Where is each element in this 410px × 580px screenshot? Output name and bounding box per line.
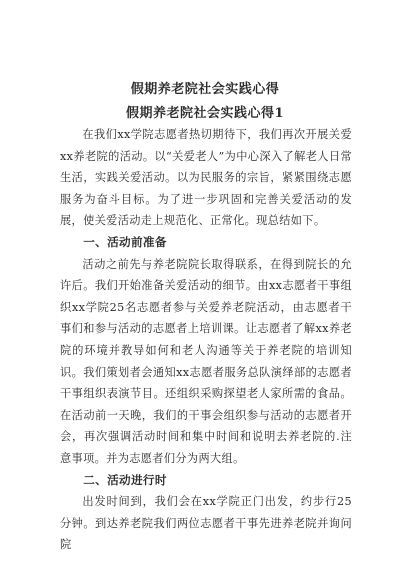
section-heading-preparation: 一、活动前准备 — [83, 234, 167, 249]
paragraph-intro: 在我们xx学院志愿者热切期待下，我们再次开展关爱xx养老院的活动。以“关爱老人”为中心深入了解老人日常生活，实践关爱活动。以为民服务的宗旨，紧紧围绕志愿服务为奋斗目标。为了进一步巩固和完善关爱活动的发展，使关爱活动走上规范化、正常化。现总结如下。 — [60, 128, 352, 228]
document-title: 假期养老院社会实践心得 — [130, 82, 280, 97]
paragraph-in-progress: 出发时间到，我们会在xx学院正门出发，约步行25分钟。到达养老院我们两位志愿者干事先进养老院并询问院 — [60, 495, 352, 552]
paragraph-preparation: 活动之前先与养老院院长取得联系，在得到院长的允许后。我们开始准备关爱活动的细节。由xx志愿者干事组织xx学院25名志愿者参与关爱养老院活动，由志愿者干事们和参与活动的志愿者上培训课。让志愿者了解xx养老院的环境并教导如何和老人沟通等关于养老院的培训知识。我们策划者会通知xx志愿者服务总队演绎部的志愿者干事组织表演节目。还组织采购探望老人家所需的食品。在活动前一天晚，我们的干事会组织参与活动的志愿者开会，再次强调活动时间和集中时间和说明去养老院的.注意事项。并为志愿者们分为两大组。 — [60, 257, 352, 465]
section-heading-in-progress: 二、活动进行时 — [83, 472, 167, 487]
document-subtitle: 假期养老院社会实践心得1 — [125, 106, 285, 121]
document-body — [60, 124, 352, 556]
